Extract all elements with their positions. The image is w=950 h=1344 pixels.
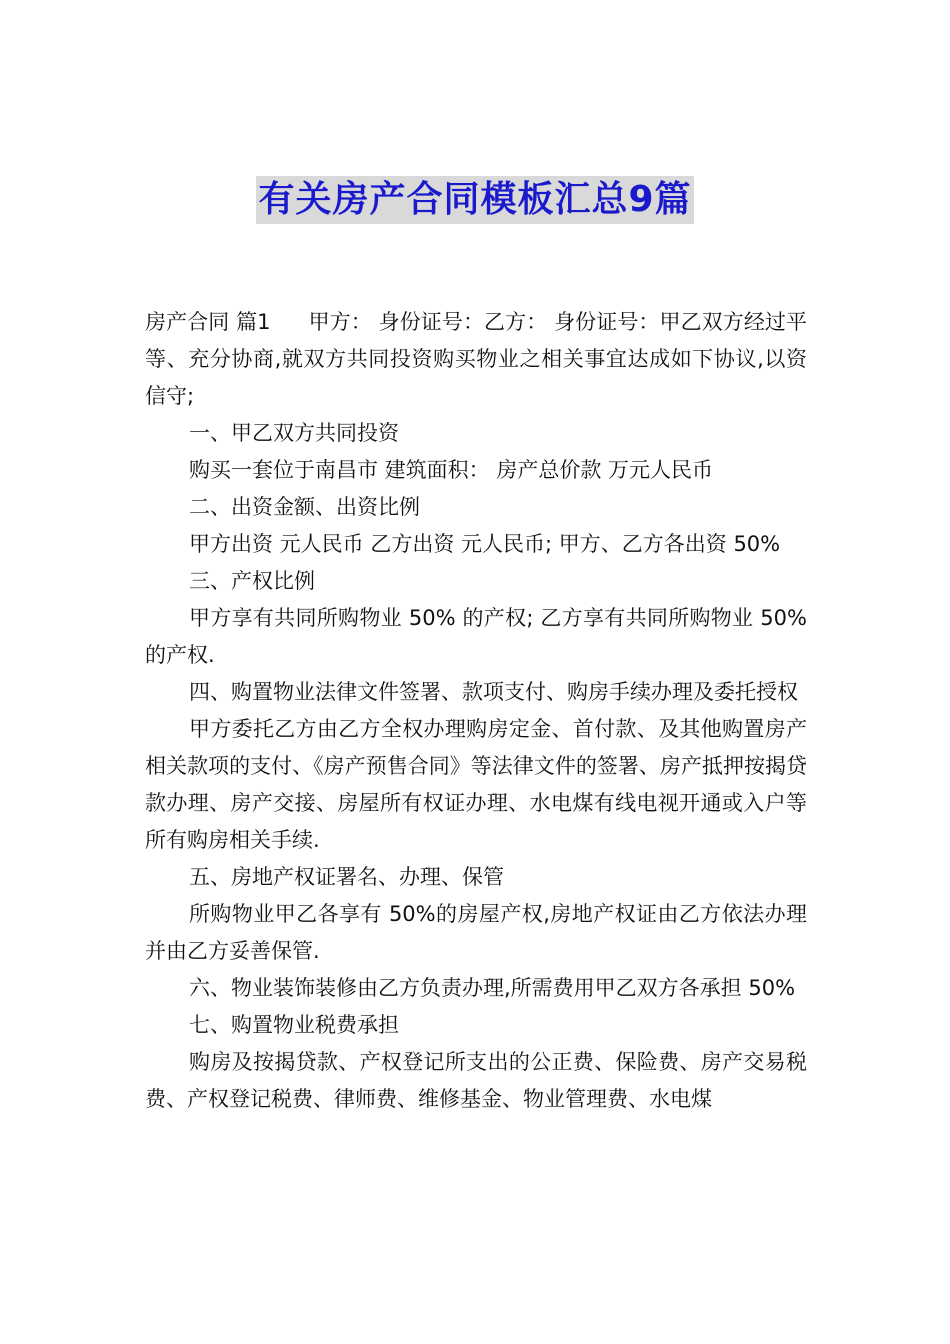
paragraph: 购房及按揭贷款、产权登记所支出的公正费、保险费、房产交易税费、产权登记税费、律师费、维修基金、物业管理费、水电煤	[145, 1050, 807, 1111]
paragraph: 甲方享有共同所购物业 50% 的产权; 乙方享有共同所购物业 50% 的产权.	[145, 606, 807, 667]
section-heading-3: 三、产权比例	[189, 569, 315, 593]
section-heading-1: 一、甲乙双方共同投资	[189, 421, 399, 445]
paragraph: 甲方委托乙方由乙方全权办理购房定金、首付款、及其他购置房产相关款项的支付、《房产预售合同》等法律文件的签署、房产抵押按揭贷款办理、房产交接、房屋所有权证办理、水电煤有线电视开通或入户等所有购房相关手续.	[145, 717, 807, 852]
intro-label: 房产合同 篇1	[145, 310, 271, 334]
paragraph: 甲方出资 元人民币 乙方出资 元人民币; 甲方、乙方各出资 50%	[189, 532, 781, 556]
section-heading-2: 二、出资金额、出资比例	[189, 495, 420, 519]
paragraph: 所购物业甲乙各享有 50%的房屋产权,房地产权证由乙方依法办理并由乙方妥善保管.	[145, 902, 807, 963]
intro-text: 甲方： 身份证号：乙方： 身份证号：甲乙双方经过平等、充分协商,就双方共同投资购买物业之相关事宜达成如下协议,以资信守;	[145, 310, 807, 408]
section-heading-7: 七、购置物业税费承担	[189, 1013, 399, 1037]
paragraph: 购买一套位于南昌市 建筑面积： 房产总价款 万元人民币	[189, 458, 714, 482]
title-container	[0, 176, 950, 224]
intro-paragraph	[145, 304, 807, 415]
section-heading-5: 五、房地产权证署名、办理、保管	[189, 865, 504, 889]
section-heading-6: 六、物业装饰装修由乙方负责办理,所需费用甲乙双方各承担 50%	[189, 976, 796, 1000]
section-heading-4: 四、购置物业法律文件签署、款项支付、购房手续办理及委托授权	[189, 680, 798, 704]
document-title: 有关房产合同模板汇总9篇	[256, 176, 693, 224]
document-body	[145, 304, 807, 1118]
